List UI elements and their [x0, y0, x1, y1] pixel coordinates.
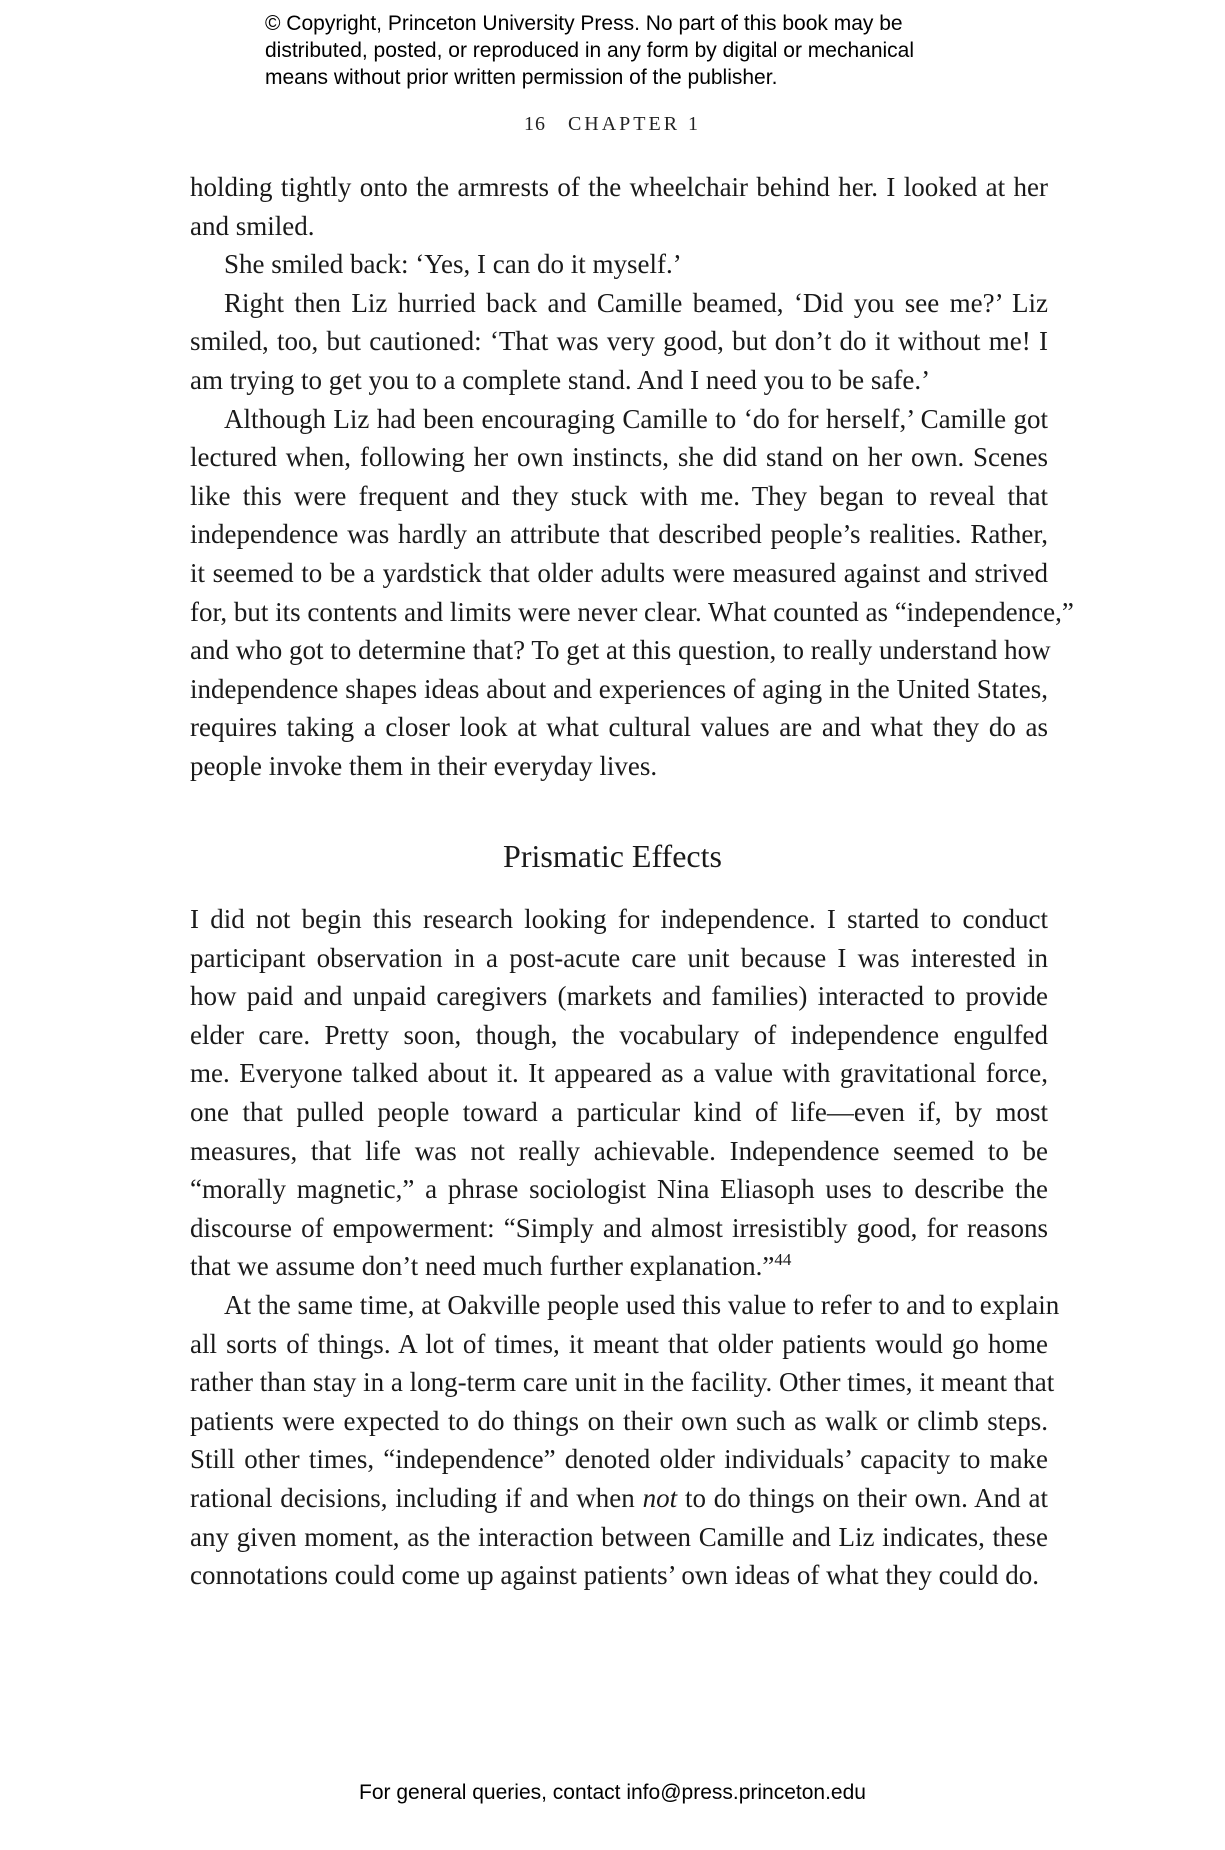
- text-line: She smiled back: ‘Yes, I can do it myself.’: [224, 249, 682, 280]
- text-line: Although Liz had been encouraging Camille to ‘do for herself,’ Camille got: [224, 403, 1048, 434]
- text-line: how paid and unpaid caregivers (markets and families) interacted to provide: [190, 981, 1048, 1012]
- text-line: connotations could come up against patients’ own ideas of what they could do.: [190, 1560, 1040, 1591]
- text-line-mixed: [190, 1479, 1048, 1518]
- text-line: At the same time, at Oakville people used this value to refer to and to explain: [224, 1289, 1060, 1320]
- text-line: patients were expected to do things on their own such as walk or climb steps.: [190, 1405, 1048, 1436]
- text-line: measures, that life was not really achievable. Independence seemed to be: [190, 1135, 1048, 1166]
- text-line: that we assume don’t need much further explanation.”: [190, 1251, 775, 1282]
- text-line: holding tightly onto the armrests of the wheelchair behind her. I looked at her: [190, 172, 1048, 202]
- footer-contact: For general queries, contact info@press.princeton.edu: [359, 1781, 866, 1804]
- body-text-block: [190, 900, 1060, 1595]
- text-line: requires taking a closer look at what cultural values are and what they do as: [190, 712, 1048, 743]
- text-line: it seemed to be a yardstick that older adults were measured against and strived: [190, 557, 1048, 588]
- text-line: rather than stay in a long-term care unit in the facility. Other times, it meant that: [190, 1367, 1055, 1398]
- text-line: smiled, too, but cautioned: ‘That was very good, but don’t do it without me! I: [190, 326, 1048, 357]
- text-line: like this were frequent and they stuck with me. They began to reveal that: [190, 480, 1048, 511]
- page-number: 16: [523, 113, 546, 135]
- text-line-with-footnote: [190, 1247, 1048, 1286]
- text-line: Still other times, “independence” denoted older individuals’ capacity to make: [190, 1444, 1048, 1475]
- text-line: “morally magnetic,” a phrase sociologist Nina Eliasoph uses to describe the: [190, 1174, 1048, 1205]
- text-line: lectured when, following her own instincts, she did stand on her own. Scenes: [190, 442, 1048, 473]
- text-segment: to do things on their own. And at: [684, 1482, 1048, 1513]
- emphasis-word: not: [642, 1482, 678, 1513]
- text-line: Right then Liz hurried back and Camille beamed, ‘Did you see me?’ Liz: [224, 287, 1048, 318]
- copyright-line: means without prior written permission of the publisher.: [265, 66, 778, 89]
- text-line: for, but its contents and limits were never clear. What counted as “independence,”: [190, 596, 1074, 627]
- section-heading: Prismatic Effects: [503, 838, 722, 874]
- text-line: and who got to determine that? To get at this question, to really understand how: [190, 635, 1051, 666]
- text-segment: rational decisions, including if and when: [190, 1482, 635, 1513]
- text-line: people invoke them in their everyday lives.: [190, 750, 658, 781]
- text-line: independence shapes ideas about and experiences of aging in the United States,: [190, 673, 1048, 704]
- footnote-ref[interactable]: 44: [774, 1250, 792, 1270]
- text-line: am trying to get you to a complete stand. And I need you to be safe.’: [190, 364, 931, 395]
- chapter-label: CHAPTER 1: [567, 113, 702, 135]
- text-line: independence was hardly an attribute that described people’s realities. Rather,: [190, 519, 1048, 550]
- text-line: discourse of empowerment: “Simply and almost irresistibly good, for reasons: [190, 1212, 1048, 1243]
- text-line: me. Everyone talked about it. It appeared as a value with gravitational force,: [190, 1058, 1048, 1089]
- body-text-block: [190, 168, 1074, 786]
- text-line: any given moment, as the interaction between Camille and Liz indicates, these: [190, 1521, 1048, 1552]
- text-line: participant observation in a post-acute care unit because I was interested in: [190, 942, 1048, 973]
- text-line: and smiled.: [190, 210, 315, 241]
- copyright-line: © Copyright, Princeton University Press. No part of this book may be: [265, 12, 903, 35]
- text-line: I did not begin this research looking for independence. I started to conduct: [190, 904, 1048, 934]
- copyright-notice: [265, 10, 1025, 91]
- text-line: elder care. Pretty soon, though, the vocabulary of independence engulfed: [190, 1019, 1048, 1050]
- text-line: all sorts of things. A lot of times, it meant that older patients would go home: [190, 1328, 1048, 1359]
- running-head: [0, 113, 1225, 136]
- text-line: one that pulled people toward a particular kind of life—even if, by most: [190, 1096, 1048, 1127]
- copyright-line: distributed, posted, or reproduced in any form by digital or mechanical: [265, 39, 915, 62]
